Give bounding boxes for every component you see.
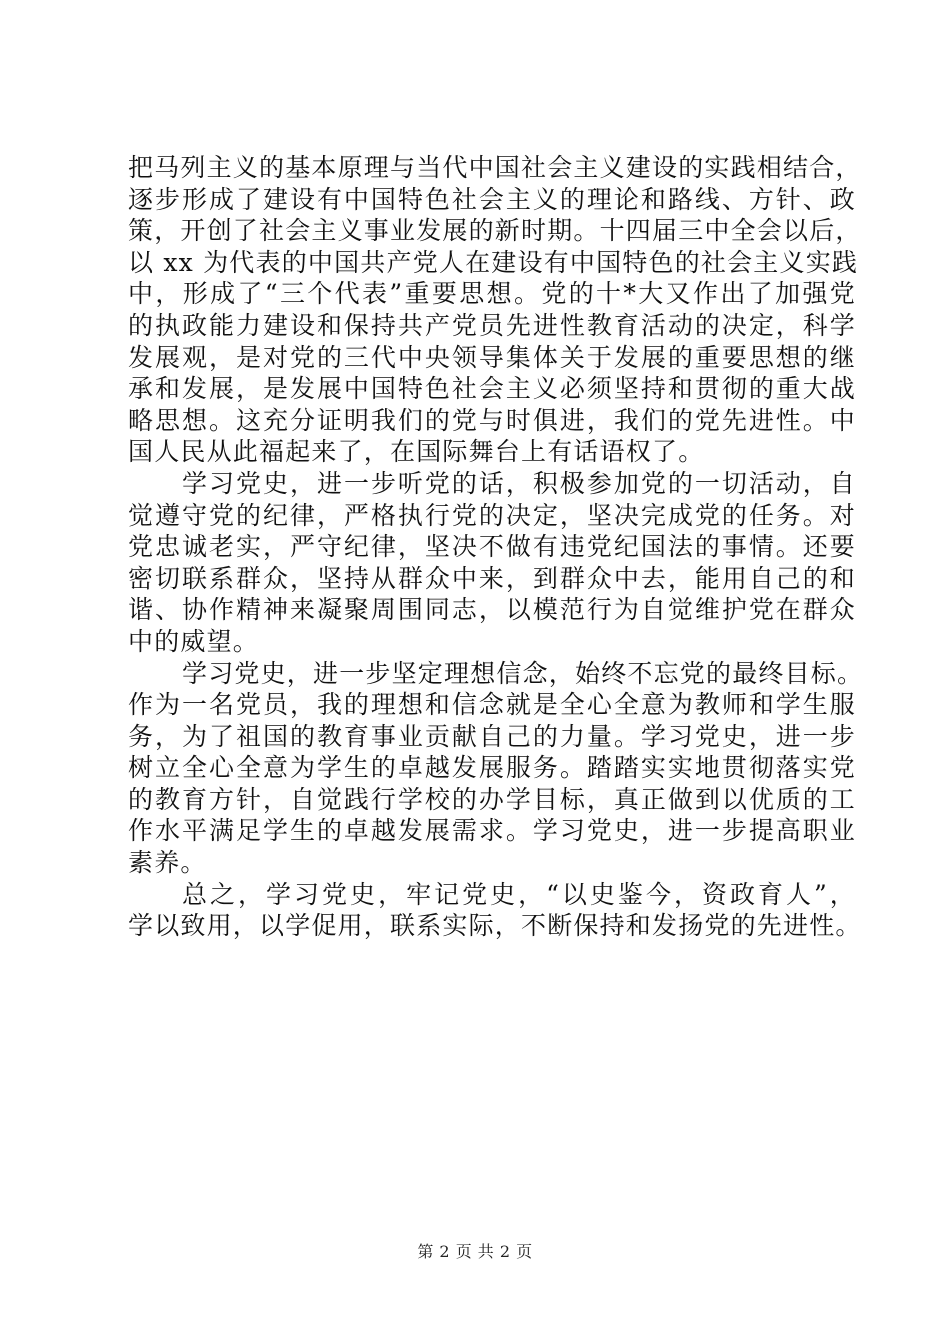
document-body <box>128 152 864 942</box>
text-line: 党忠诚老实，严守纪律，坚决不做有违党纪国法的事情。还要 <box>128 532 856 562</box>
text-line: 把马列主义的基本原理与当代中国社会主义建设的实践相结合， <box>128 153 862 182</box>
text-line: 总之，学习党史，牢记党史，“以史鉴今，资政育人”， <box>182 879 856 909</box>
page-footer: 第 2 页 共 2 页 <box>417 1242 533 1261</box>
text-line: 逐步形成了建设有中国特色社会主义的理论和路线、方针、政 <box>128 184 856 214</box>
text-line: 学习党史，进一步听党的话，积极参加党的一切活动，自 <box>182 468 856 498</box>
text-line: 觉遵守党的纪律，严格执行党的决定，坚决完成党的任务。对 <box>128 500 856 530</box>
text-line: 承和发展，是发展中国特色社会主义必须坚持和贯彻的重大战 <box>128 374 856 404</box>
text-line: 作为一名党员，我的理想和信念就是全心全意为教师和学生服 <box>128 690 856 720</box>
text-line: 务，为了祖国的教育事业贡献自己的力量。学习党史，进一步 <box>128 721 856 751</box>
text-line: 作水平满足学生的卓越发展需求。学习党史，进一步提高职业 <box>128 816 856 846</box>
text-line: 学以致用，以学促用，联系实际，不断保持和发扬党的先进性。 <box>128 911 862 941</box>
text-line: 发展观，是对党的三代中央领导集体关于发展的重要思想的继 <box>128 342 856 372</box>
text-line: 以 xx 为代表的中国共产党人在建设有中国特色的社会主义实践 <box>128 247 859 277</box>
text-line: 素养。 <box>128 848 207 878</box>
text-line: 的教育方针，自觉践行学校的办学目标，真正做到以优质的工 <box>128 784 856 814</box>
text-line: 中，形成了“三个代表”重要思想。党的十*大又作出了加强党 <box>128 279 856 309</box>
text-line: 谐、协作精神来凝聚周围同志，以模范行为自觉维护党在群众 <box>128 595 856 625</box>
text-line: 国人民从此福起来了，在国际舞台上有话语权了。 <box>128 437 705 467</box>
text-line: 策，开创了社会主义事业发展的新时期。十四届三中全会以后， <box>128 216 862 246</box>
text-line: 学习党史，进一步坚定理想信念，始终不忘党的最终目标。 <box>182 658 864 688</box>
text-line: 树立全心全意为学生的卓越发展服务。踏踏实实地贯彻落实党 <box>128 753 856 783</box>
text-line: 密切联系群众，坚持从群众中来，到群众中去，能用自己的和 <box>128 563 856 593</box>
text-line: 的执政能力建设和保持共产党员先进性教育活动的决定，科学 <box>128 310 856 340</box>
text-line: 中的威望。 <box>128 626 260 656</box>
text-line: 略思想。这充分证明我们的党与时俱进，我们的党先进性。中 <box>128 405 856 435</box>
